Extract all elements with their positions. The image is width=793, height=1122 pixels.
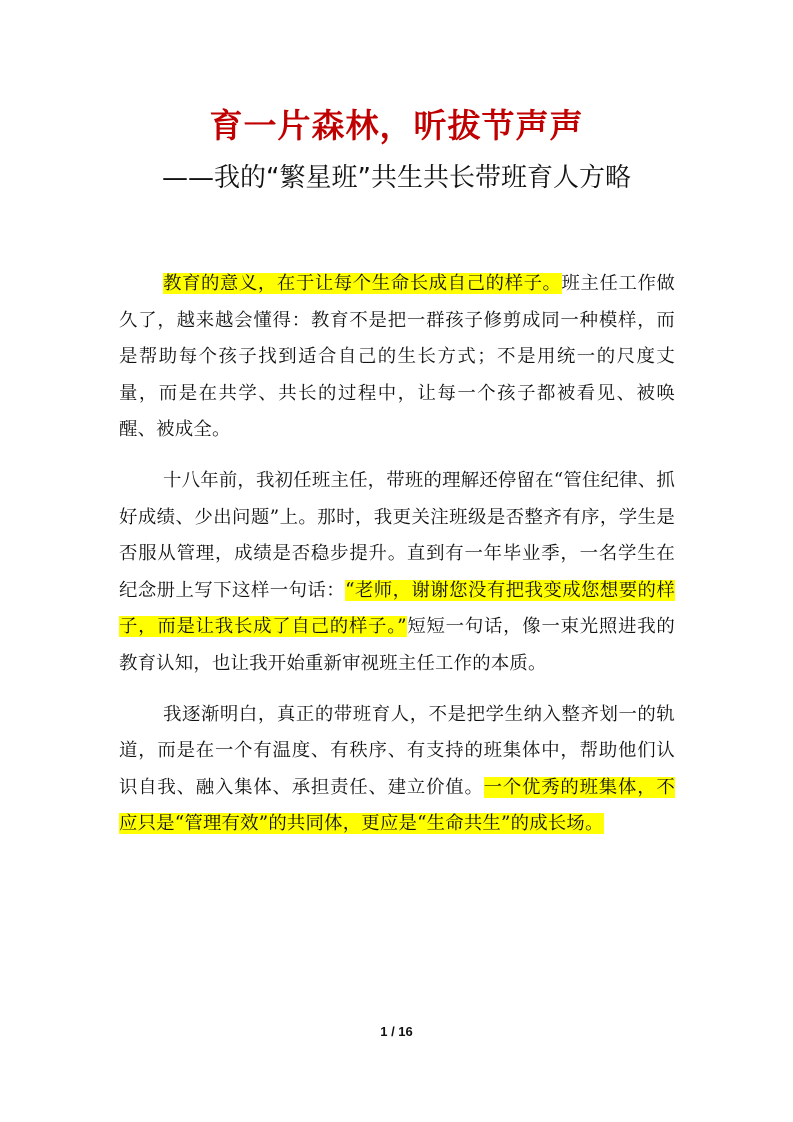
highlighted-text: “老师，谢谢您没有把我变成您想要的样子，而是让我长成了自己的样子。” [119, 579, 675, 638]
paragraph-text: 十八年前，我初任班主任，带班的理解还停留在“管住纪律、抓好成绩、少出问题”上。那时，我更关注班级是否整齐有序，学生是否服从管理，成绩是否稳步提升。直到有一年毕业季，一名学生在纪念册上写下这样一句话： [119, 469, 675, 601]
paragraph-text: 我逐渐明白，真正的带班育人，不是把学生纳入整齐划一的轨道，而是在一个有温度、有秩序、有支持的班集体中，帮助他们认识自我、融入集体、承担责任、建立价值。 [119, 703, 675, 798]
document-title: 育一片森林，听拔节声声 [209, 106, 584, 145]
highlighted-text: 一个优秀的班集体，不应只是“管理有效”的共同体，更应是“生命共生”的成长场。 [119, 776, 675, 835]
highlighted-text: 教育的意义，在于让每个生命长成自己的样子。 [163, 273, 562, 294]
paragraph-3 [119, 697, 675, 843]
paragraph-2 [119, 463, 675, 683]
document-body [119, 266, 675, 857]
paragraph-text: 班主任工作做久了，越来越会懂得：教育不是把一群孩子修剪成同一种模样，而是帮助每个孩子找到适合自己的生长方式；不是用统一的尺度丈量，而是在共学、共长的过程中，让每一个孩子都被看见、被唤醒、被成全。 [119, 273, 676, 441]
paragraph-1 [119, 266, 675, 449]
paragraph-text: 短短一句话，像一束光照进我的教育认知，也让我开始重新审视班主任工作的本质。 [119, 616, 675, 674]
page-number: 1 / 16 [380, 1024, 413, 1039]
document-subtitle: ——我的“繁星班”共生共长带班育人方略 [162, 163, 631, 193]
